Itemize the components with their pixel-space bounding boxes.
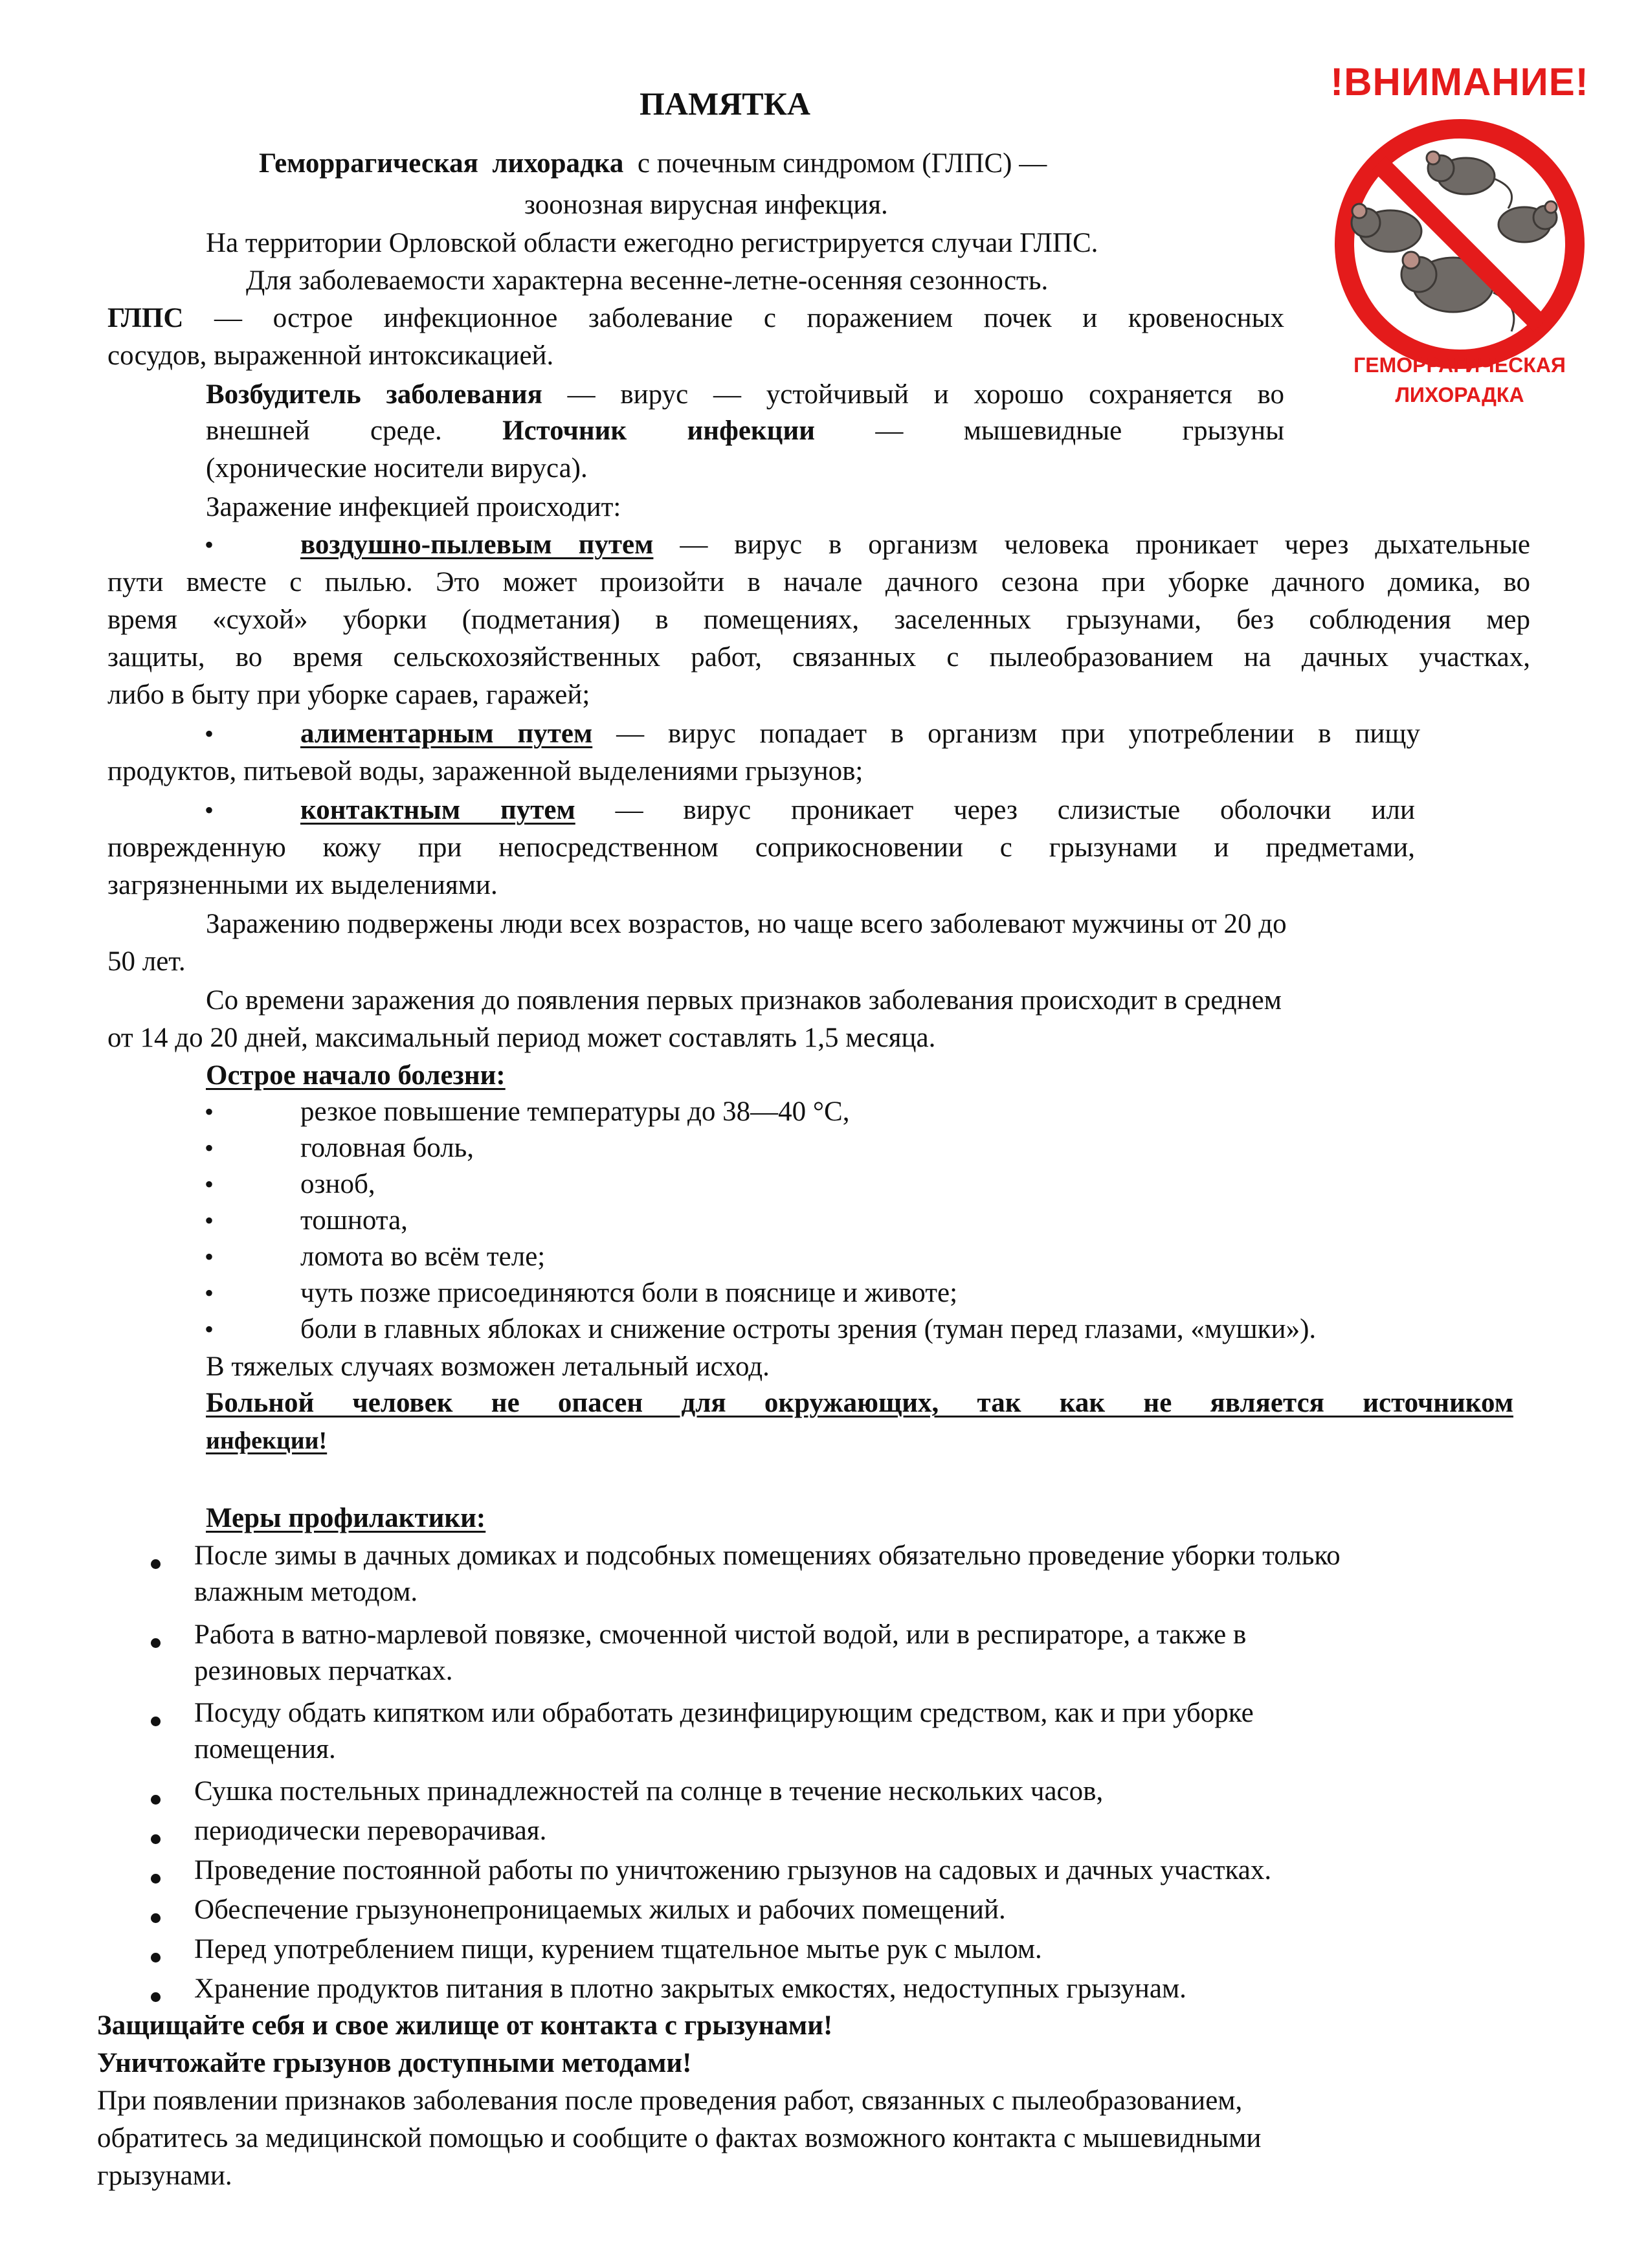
prevention-heading: Меры профилактики: bbox=[206, 1503, 486, 1533]
prevention-item: Обеспечение грызунонепроницаемых жилых и рабочих помещений. bbox=[194, 1895, 1006, 1925]
source-line: внешней среде. Источник инфекции — мышевидные грызуны bbox=[206, 416, 1285, 446]
fatal-line: В тяжелых случаях возможен летальный исход. bbox=[206, 1351, 770, 1382]
route-1-line-1: воздушно-пылевым путем — вирус в организм человека проникает через дыхательные bbox=[300, 529, 1531, 560]
route-3-title: контактным путем bbox=[300, 795, 575, 825]
prevention-bullet bbox=[151, 1717, 161, 1726]
onset-bullet: • bbox=[205, 1206, 214, 1235]
glps-definition-line-2: сосудов, выраженной интоксикацией. bbox=[107, 340, 554, 371]
prevention-item: Перед употреблением пищи, курением тщательное мытье рук с мылом. bbox=[194, 1934, 1042, 1964]
prevention-item-cont: влажным методом. bbox=[194, 1577, 418, 1607]
onset-bullet: • bbox=[205, 1242, 214, 1271]
glps-definition-line-1: ГЛПС — острое инфекционное заболевание с поражением почек и кровеносных bbox=[107, 303, 1284, 333]
onset-bullet: • bbox=[205, 1278, 214, 1307]
prevention-bullet bbox=[151, 1638, 161, 1648]
route-2-line-1: алиментарным путем — вирус попадает в организм при употреблении в пищу bbox=[300, 718, 1420, 749]
warning-badge bbox=[1314, 53, 1605, 428]
onset-bullet: • bbox=[205, 1133, 214, 1162]
badge-footer-line-2: ЛИХОРАДКА bbox=[1395, 383, 1524, 406]
intro-line-2: зоонозная вирусная инфекция. bbox=[524, 190, 888, 220]
onset-bullet: • bbox=[205, 1170, 214, 1199]
intro-line-4: Для заболеваемости характерна весенне-летне-осенняя сезонность. bbox=[246, 265, 1049, 296]
route-1-line-2: пути вместе с пылью. Это может произойти в начале дачного сезона при уборке дачного домика, во bbox=[107, 567, 1530, 597]
onset-bullet: • bbox=[205, 1315, 214, 1344]
badge-title: !ВНИМАНИЕ! bbox=[1330, 60, 1589, 104]
prevention-bullet bbox=[151, 1953, 161, 1962]
closing-call-1: Защищайте себя и свое жилище от контакта с грызунами! bbox=[97, 2010, 833, 2041]
prevention-bullet bbox=[151, 1559, 161, 1569]
onset-item: ломота во всём теле; bbox=[300, 1241, 546, 1272]
intro-line-1: Геморрагическая лихорадка с почечным синдромом (ГЛПС) — bbox=[259, 148, 1047, 179]
closing-paragraph-line-2: обратитесь за медицинской помощью и сообщите о фактах возможного контакта с мышевидными bbox=[97, 2123, 1262, 2153]
age-line-2: 50 лет. bbox=[107, 946, 186, 977]
closing-paragraph-line-3: грызунами. bbox=[97, 2161, 232, 2191]
prevention-bullet bbox=[151, 1913, 161, 1923]
prevention-item: Работа в ватно-марлевой повязке, смоченной чистой водой, или в респираторе, а также в bbox=[194, 1619, 1247, 1650]
route-3-line-2: поврежденную кожу при непосредственном соприкосновении с грызунами и предметами, bbox=[107, 832, 1415, 863]
contagion-warning-line-1: Больной человек не опасен для окружающих, так как не является источником bbox=[206, 1388, 1513, 1418]
route-2-bullet: • bbox=[205, 719, 214, 748]
contagion-warning-line-2: инфекции! bbox=[206, 1427, 328, 1454]
route-1-title: воздушно-пылевым путем bbox=[300, 529, 654, 560]
route-3-bullet: • bbox=[205, 795, 214, 825]
onset-item: тошнота, bbox=[300, 1205, 408, 1236]
route-1-line-4: защиты, во время сельскохозяйственных работ, связанных с пылеобразованием на дачных участках, bbox=[107, 642, 1530, 673]
incubation-line-2: от 14 до 20 дней, максимальный период может составлять 1,5 месяца. bbox=[107, 1023, 936, 1053]
onset-heading: Острое начало болезни: bbox=[206, 1060, 506, 1091]
prevention-item: Проведение постоянной работы по уничтожению грызунов на садовых и дачных участках. bbox=[194, 1855, 1272, 1885]
closing-call-2: Уничтожайте грызунов доступными методами! bbox=[97, 2048, 692, 2078]
onset-bullet: • bbox=[205, 1097, 214, 1126]
route-2-title: алиментарным путем bbox=[300, 718, 593, 749]
badge-footer-line-1: ГЕМОРРАГИЧЕСКАЯ bbox=[1353, 353, 1566, 377]
prevention-item-cont: помещения. bbox=[194, 1734, 336, 1764]
intro-line-3: На территории Орловской области ежегодно регистрируется случаи ГЛПС. bbox=[206, 228, 1098, 258]
infection-heading: Заражение инфекцией происходит: bbox=[206, 492, 621, 522]
no-rodents-sign-icon bbox=[1314, 111, 1605, 383]
onset-item: боли в главных яблоках и снижение остроты зрения (туман перед глазами, «мушки»). bbox=[300, 1314, 1317, 1344]
onset-item: чуть позже присоединяются боли в пояснице и животе; bbox=[300, 1278, 958, 1308]
prevention-item: Сушка постельных принадлежностей па солнце в течение нескольких часов, bbox=[194, 1776, 1104, 1807]
route-3-line-1: контактным путем — вирус проникает через слизистые оболочки или bbox=[300, 795, 1415, 825]
agent-line: Возбудитель заболевания — вирус — устойчивый и хорошо сохраняется во bbox=[206, 379, 1284, 410]
closing-paragraph-line-1: При появлении признаков заболевания после проведения работ, связанных с пылеобразованием, bbox=[97, 2085, 1243, 2116]
prevention-item: После зимы в дачных домиках и подсобных помещениях обязательно проведение уборки только bbox=[194, 1540, 1341, 1571]
prevention-item: Хранение продуктов питания в плотно закрытых емкостях, недоступных грызунам. bbox=[194, 1973, 1186, 2004]
route-3-line-3: загрязненными их выделениями. bbox=[107, 870, 498, 900]
prevention-bullet bbox=[151, 1992, 161, 2002]
route-1-bullet: • bbox=[205, 530, 214, 559]
prevention-item-cont: резиновых перчатках. bbox=[194, 1656, 453, 1686]
prevention-bullet bbox=[151, 1834, 161, 1844]
page-title: ПАМЯТКА bbox=[640, 85, 811, 122]
route-1-line-3: время «сухой» уборки (подметания) в помещениях, заселенных грызунами, без соблюдения мер bbox=[107, 605, 1530, 635]
incubation-line-1: Со времени заражения до появления первых признаков заболевания происходит в среднем bbox=[206, 985, 1282, 1016]
route-1-line-5: либо в быту при уборке сараев, гаражей; bbox=[107, 680, 590, 710]
prevention-bullet bbox=[151, 1874, 161, 1884]
carriers-line: (хронические носители вируса). bbox=[206, 453, 588, 484]
prevention-item: Посуду обдать кипятком или обработать дезинфицирующим средством, как и при уборке bbox=[194, 1698, 1254, 1728]
prevention-bullet bbox=[151, 1795, 161, 1805]
onset-item: головная боль, bbox=[300, 1133, 474, 1163]
onset-item: резкое повышение температуры до 38—40 °С, bbox=[300, 1096, 850, 1127]
age-line-1: Заражению подвержены люди всех возрастов, но чаще всего заболевают мужчины от 20 до bbox=[206, 909, 1287, 939]
onset-item: озноб, bbox=[300, 1169, 375, 1199]
route-2-line-2: продуктов, питьевой воды, зараженной выделениями грызунов; bbox=[107, 756, 863, 786]
prevention-item: периодически переворачивая. bbox=[194, 1816, 547, 1846]
